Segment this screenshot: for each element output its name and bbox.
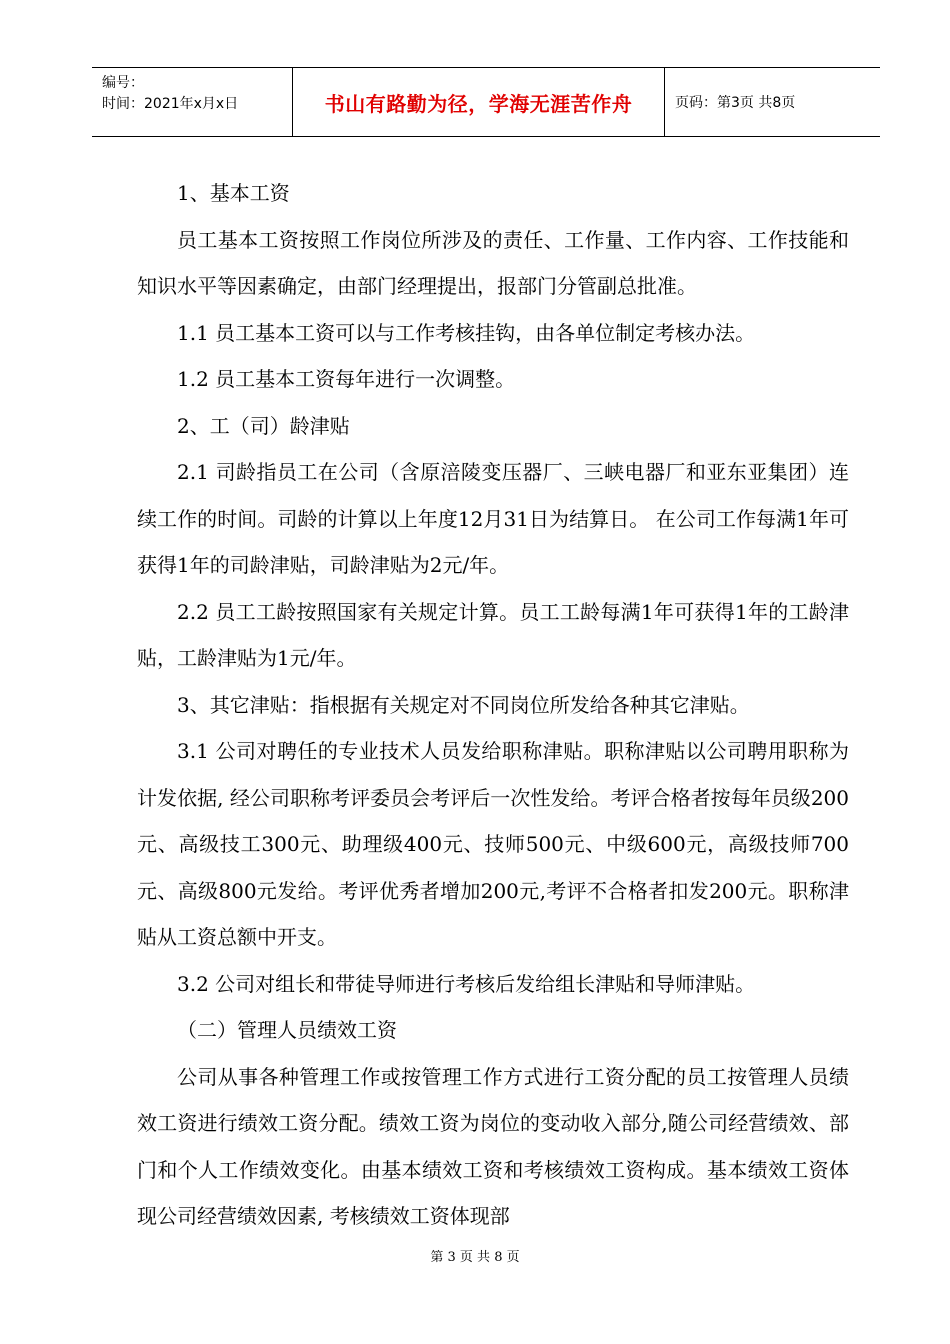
header-motto: 书山有路勤为径，学海无涯苦作舟	[324, 91, 633, 116]
paragraph: 1、基本工资	[177, 181, 290, 205]
paragraph: 3.1 公司对聘任的专业技术人员发给职称津贴。职称津贴以公司聘用职称为计发依据, 经公司职称考评委员会考评后一次性发给。考评合格者按每年员级200元、高级技工300元、助理级400元、技师500元、中级600元，高级技师700元、高级800元发给。考评优秀者增加200元,考评不合格者扣发200元。职称津贴从工资总额中开支。	[137, 739, 849, 949]
document-body	[137, 170, 849, 1240]
time-label: 时间：2021年x月x日	[102, 96, 239, 112]
paragraph: 3.2 公司对组长和带徒导师进行考核后发给组长津贴和导师津贴。	[177, 971, 756, 996]
header-table	[92, 67, 880, 137]
header-page-code: 页码：第3页 共8页	[675, 95, 796, 111]
paragraph: 2.1 司龄指员工在公司（含原涪陵变压器厂、三峡电器厂和亚东亚集团）连续工作的时间。司龄的计算以上年度12月31日为结算日。 在公司工作每满1年可获得1年的司龄津贴，司龄津贴为2元/年。	[137, 460, 849, 577]
page-footer: 第 3 页 共 8 页	[430, 1250, 520, 1265]
paragraph: 员工基本工资按照工作岗位所涉及的责任、工作量、工作内容、工作技能和知识水平等因素确定，由部门经理提出，报部门分管副总批准。	[137, 227, 849, 298]
paragraph: 1.2 员工基本工资每年进行一次调整。	[177, 367, 516, 391]
paragraph: （二）管理人员绩效工资	[177, 1018, 397, 1042]
number-label: 编号：	[102, 75, 144, 91]
paragraph: 公司从事各种管理工作或按管理工作方式进行工资分配的员工按管理人员绩效工资进行绩效工资分配。绩效工资为岗位的变动收入部分,随公司经营绩效、部门和个人工作绩效变化。由基本绩效工资和考核绩效工资构成。基本绩效工资体现公司经营绩效因素, 考核绩效工资体现部	[137, 1064, 849, 1228]
paragraph: 3、其它津贴：指根据有关规定对不同岗位所发给各种其它津贴。	[177, 692, 750, 717]
header-page-code-cell	[665, 68, 880, 136]
header-meta	[92, 68, 293, 136]
paragraph: 1.1 员工基本工资可以与工作考核挂钩，由各单位制定考核办法。	[177, 320, 756, 345]
header-motto-cell	[293, 68, 665, 136]
paragraph: 2.2 员工工龄按照国家有关规定计算。员工工龄每满1年可获得1年的工龄津贴，工龄津贴为1元/年。	[137, 599, 849, 670]
paragraph: 2、工（司）龄津贴	[177, 413, 350, 438]
